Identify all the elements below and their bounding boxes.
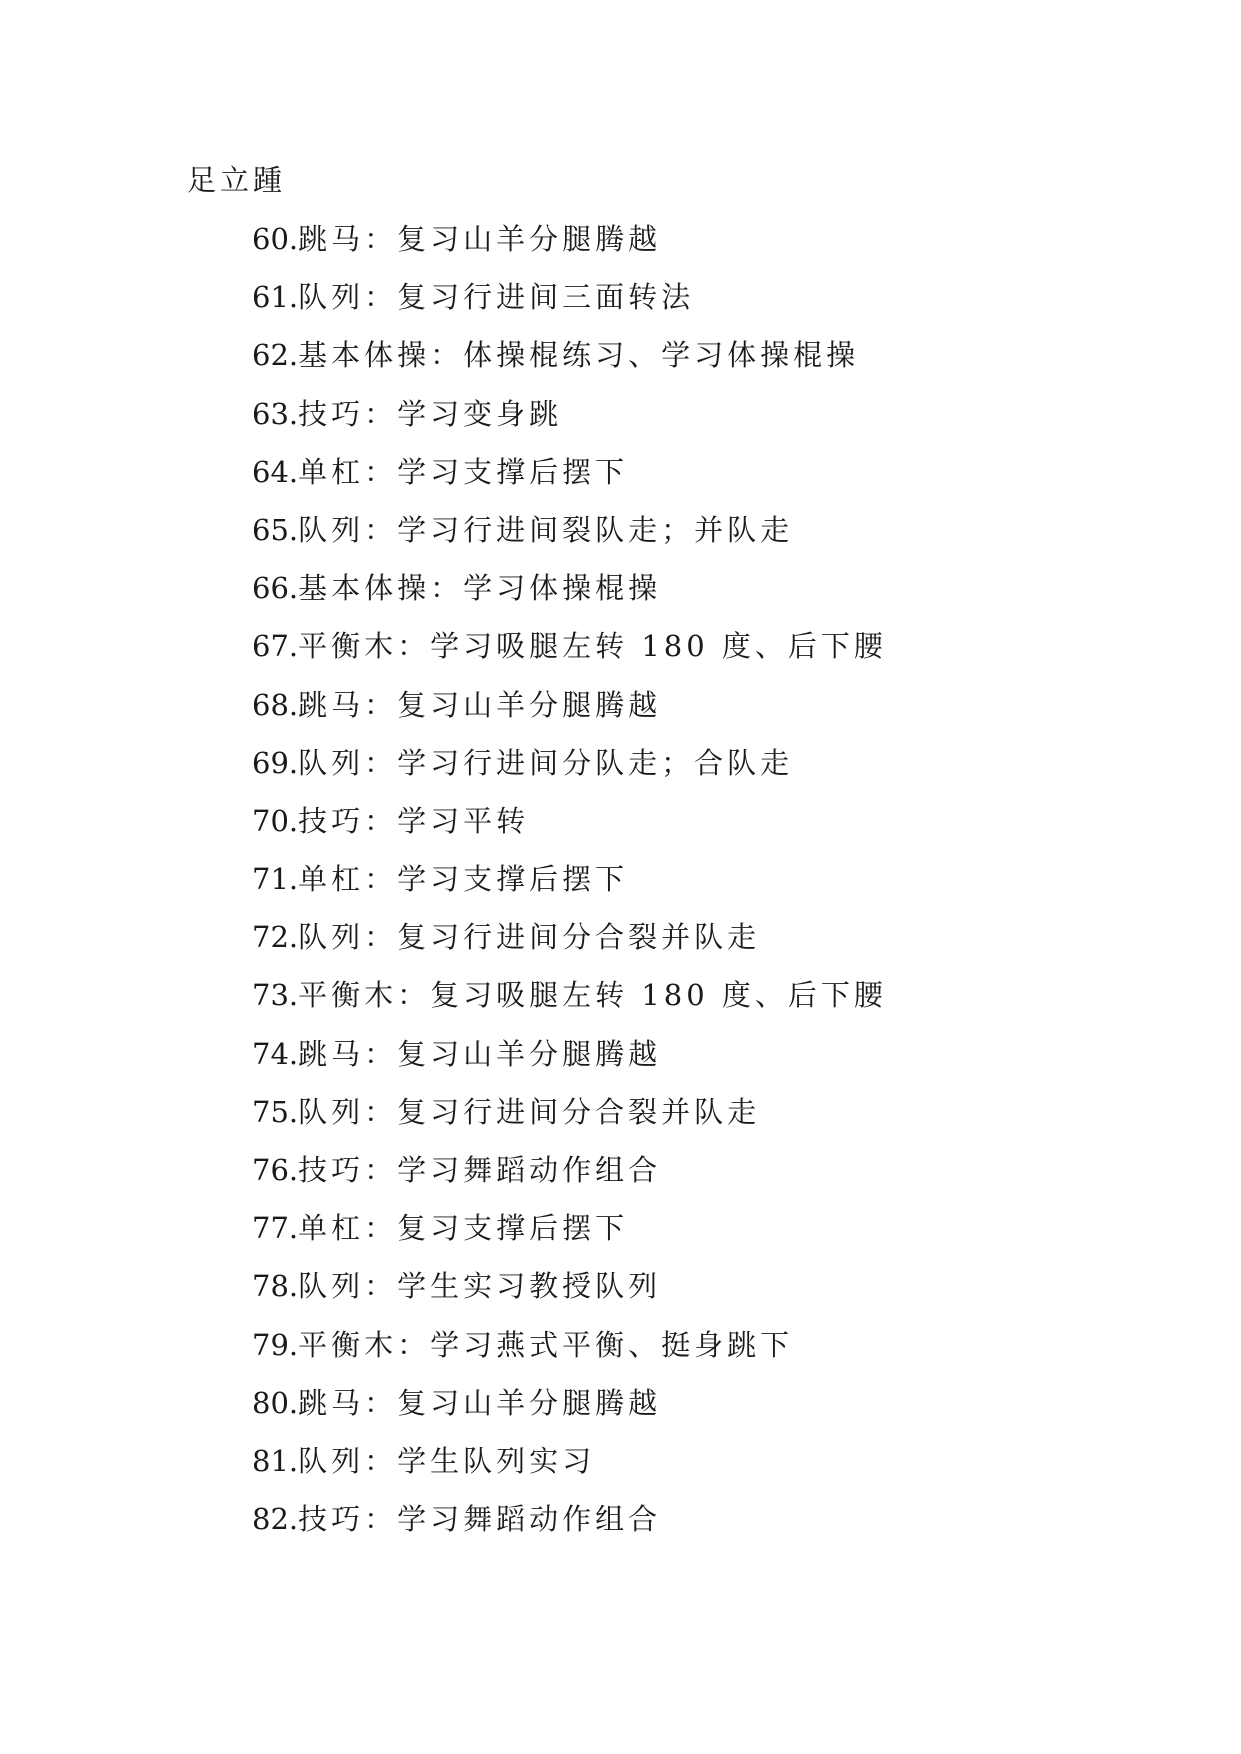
- list-item: [252, 1092, 887, 1150]
- item-number: 62.: [252, 338, 299, 373]
- item-text: 基本体操：学习体操棍操: [298, 571, 662, 606]
- list-item: [252, 510, 887, 568]
- item-number: 78.: [252, 1269, 299, 1304]
- list-item: [252, 277, 887, 335]
- item-number: 77.: [252, 1211, 299, 1246]
- item-number: 64.: [252, 454, 299, 489]
- item-text: 单杠：学习支撑后摆下: [298, 862, 629, 897]
- list-item: [252, 1208, 887, 1266]
- item-text: 队列：复习行进间分合裂并队走: [298, 1094, 761, 1129]
- item-number: 71.: [252, 862, 299, 897]
- list-item: [252, 685, 887, 743]
- list-item: [252, 1325, 887, 1383]
- item-text: 队列：复习行进间三面转法: [298, 280, 695, 315]
- list-item: [252, 1150, 887, 1208]
- item-number: 63.: [252, 396, 299, 431]
- item-number: 73.: [252, 978, 299, 1013]
- list-item: [252, 975, 887, 1033]
- item-number: 79.: [252, 1327, 299, 1362]
- item-number: 82.: [252, 1502, 299, 1537]
- list-item: [252, 1266, 887, 1324]
- item-number: 75.: [252, 1094, 299, 1129]
- item-text: 队列：学习行进间分队走；合队走: [298, 745, 794, 780]
- list-item: [252, 917, 887, 975]
- item-text: 跳马：复习山羊分腿腾越: [298, 687, 662, 722]
- item-text: 跳马：复习山羊分腿腾越: [298, 222, 662, 256]
- list-item: [252, 452, 887, 510]
- item-text: 技巧：学习舞蹈动作组合: [298, 1502, 662, 1537]
- list-item: [252, 801, 887, 859]
- item-number: 74.: [252, 1036, 299, 1071]
- item-text: 跳马：复习山羊分腿腾越: [298, 1385, 662, 1420]
- list-item: [252, 219, 887, 277]
- list-item: [252, 335, 887, 393]
- item-number: 65.: [252, 512, 299, 547]
- item-number: 76.: [252, 1153, 299, 1187]
- list-item: [252, 1383, 887, 1441]
- item-number: 66.: [252, 571, 299, 606]
- item-text: 技巧：学习变身跳: [298, 396, 563, 431]
- item-number: 80.: [252, 1385, 299, 1420]
- item-text: 队列：学习行进间裂队走；并队走: [298, 512, 794, 547]
- lesson-list: [252, 219, 887, 1557]
- item-text: 技巧：学习平转: [298, 803, 530, 838]
- list-item: [252, 859, 887, 917]
- item-number: 69.: [252, 745, 299, 780]
- item-text: 平衡木：学习燕式平衡、挺身跳下: [298, 1327, 794, 1362]
- item-text: 单杠：复习支撑后摆下: [298, 1211, 629, 1246]
- item-text: 队列：学生实习教授队列: [298, 1269, 662, 1304]
- list-item: [252, 743, 887, 801]
- item-text: 队列：复习行进间分合裂并队走: [298, 920, 761, 955]
- list-item: [252, 394, 887, 452]
- list-item: [252, 1499, 887, 1557]
- item-text: 基本体操：体操棍练习、学习体操棍操: [298, 338, 860, 373]
- item-text: 技巧：学习舞蹈动作组合: [298, 1153, 662, 1187]
- item-text: 队列：学生队列实习: [298, 1443, 596, 1478]
- item-number: 70.: [252, 803, 299, 838]
- list-item: [252, 568, 887, 626]
- item-text: 跳马：复习山羊分腿腾越: [298, 1036, 662, 1071]
- item-text: 平衡木：学习吸腿左转 180 度、后下腰: [298, 629, 887, 664]
- list-item: [252, 626, 887, 684]
- list-item: [252, 1441, 887, 1499]
- item-number: 61.: [252, 280, 299, 315]
- item-number: 72.: [252, 920, 299, 955]
- list-item: [252, 1034, 887, 1092]
- item-number: 67.: [252, 629, 299, 664]
- item-text: 平衡木：复习吸腿左转 180 度、后下腰: [298, 978, 887, 1013]
- item-number: 81.: [252, 1443, 299, 1478]
- continuation-text: 足立踵: [187, 163, 287, 197]
- item-number: 60.: [252, 222, 299, 256]
- item-number: 68.: [252, 687, 299, 722]
- item-text: 单杠：学习支撑后摆下: [298, 454, 629, 489]
